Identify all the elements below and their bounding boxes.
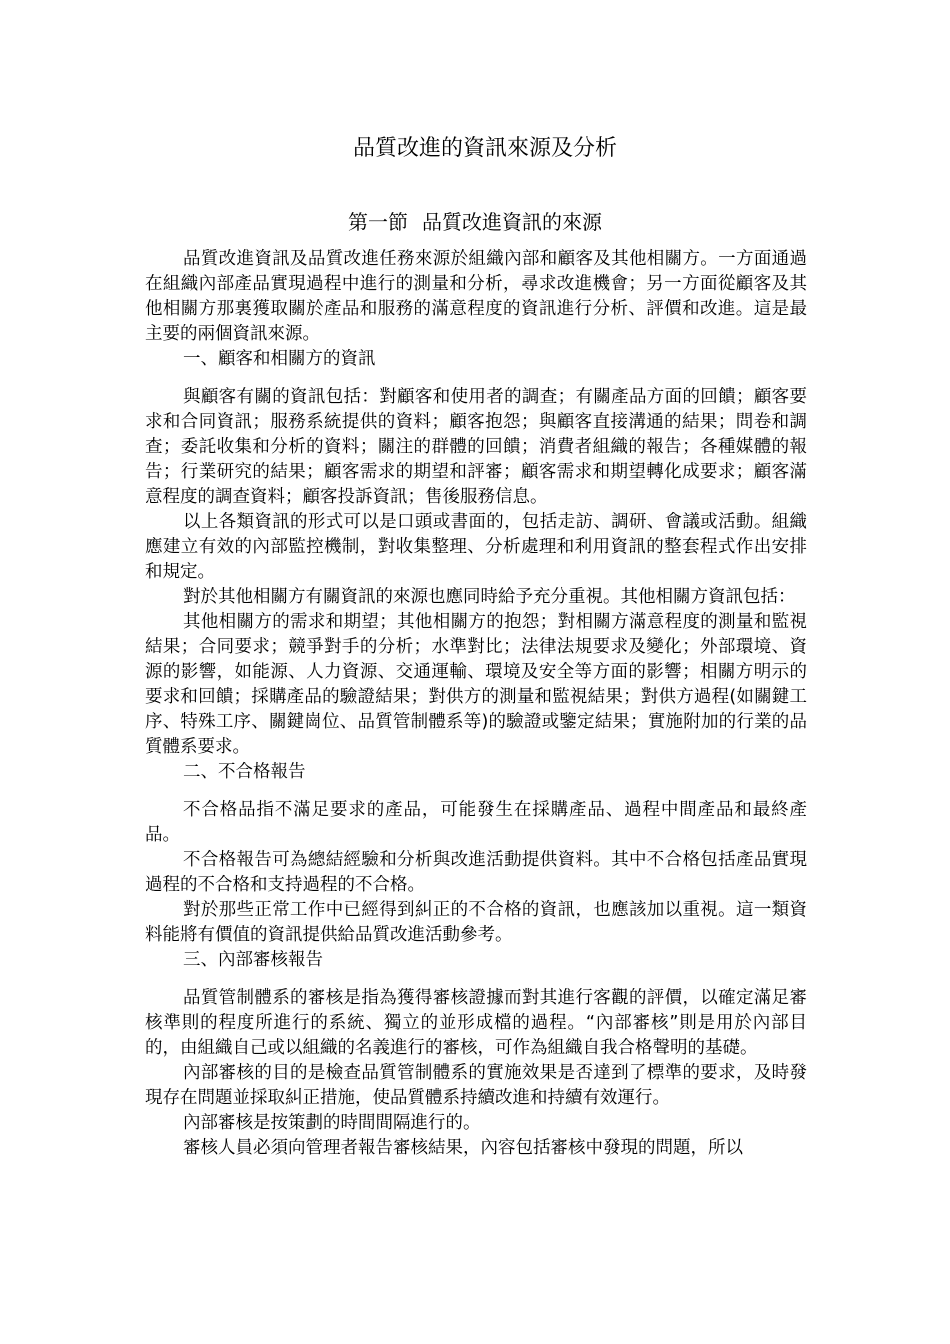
paragraph: 不合格報告可為總結經驗和分析與改進活動提供資料。其中不合格包括產品實現過程的不合格和支持過程的不合格。	[145, 850, 807, 895]
section-heading	[0, 208, 950, 236]
paragraph: 不合格品指不滿足要求的產品，可能發生在採購產品、過程中間產品和最終產品。	[145, 800, 807, 845]
subheading-internal-audit-report: 三、內部審核報告	[183, 950, 323, 970]
paragraph: 內部審核的目的是檢查品質管制體系的實施效果是否達到了標準的要求，及時發現存在問題並採取糾正措施，使品質體系持續改進和持續有效運行。	[145, 1063, 807, 1108]
section-title: 品質改進資訊的來源	[422, 210, 602, 234]
paragraph: 對於其他相關方有關資訊的來源也應同時給予充分重視。其他相關方資訊包括：	[183, 587, 796, 607]
paragraph: 與顧客有關的資訊包括：對顧客和使用者的調查；有關產品方面的回饋；顧客要求和合同資訊；服務系統提供的資料；顧客抱怨；與顧客直接溝通的結果；問卷和調查；委託收集和分析的資料；關注的群體的回饋；消費者組織的報告；各種媒體的報告；行業研究的結果；顧客需求的期望和評審；顧客需求和期望轉化成要求；顧客滿意程度的調查資料；顧客投訴資訊；售後服務信息。	[145, 387, 807, 507]
paragraph: 內部審核是按策劃的時間間隔進行的。	[183, 1113, 481, 1133]
paragraph-intro: 品質改進資訊及品質改進任務來源於組織內部和顧客及其他相關方。一方面通過在組織內部產品實現過程中進行的測量和分析，尋求改進機會；另一方面從顧客及其他相關方那裏獲取關於產品和服務的滿意程度的資訊進行分析、評價和改進。這是最主要的兩個資訊來源。	[145, 249, 807, 344]
paragraph: 品質管制體系的審核是指為獲得審核證據而對其進行客觀的評價，以確定滿足審核準則的程度所進行的系統、獨立的並形成檔的過程。“內部審核”則是用於內部目的，由組織自己或以組織的名義進行的審核，可作為組織自我合格聲明的基礎。	[145, 988, 807, 1058]
paragraph: 審核人員必須向管理者報告審核結果，內容包括審核中發現的問題，所以	[183, 1138, 743, 1158]
subheading-customer-info: 一、顧客和相關方的資訊	[183, 349, 376, 369]
document-body	[145, 247, 807, 1161]
paragraph: 以上各類資訊的形式可以是口頭或書面的，包括走訪、調研、會議或活動。組織應建立有效的內部監控機制，對收集整理、分析處理和利用資訊的整套程式作出安排和規定。	[145, 512, 807, 582]
section-number: 第一節	[348, 210, 408, 234]
document-title: 品質改進的資訊來源及分析	[352, 136, 617, 161]
paragraph: 其他相關方的需求和期望；其他相關方的抱怨；對相關方滿意程度的測量和監視結果；合同要求；競爭對手的分析；水準對比；法律法規要求及變化；外部環境、資源的影響，如能源、人力資源、交通運輸、環境及安全等方面的影響；相關方明示的要求和回饋；採購產品的驗證結果；對供方的測量和監視結果；對供方過程(如關鍵工序、特殊工序、關鍵崗位、品質管制體系等)的驗證或鑒定結果；實施附加的行業的品質體系要求。	[145, 612, 807, 757]
subheading-nonconformity-report: 二、不合格報告	[183, 762, 306, 782]
paragraph: 對於那些正常工作中已經得到糾正的不合格的資訊，也應該加以重視。這一類資料能將有價值的資訊提供給品質改進活動參考。	[145, 900, 807, 945]
